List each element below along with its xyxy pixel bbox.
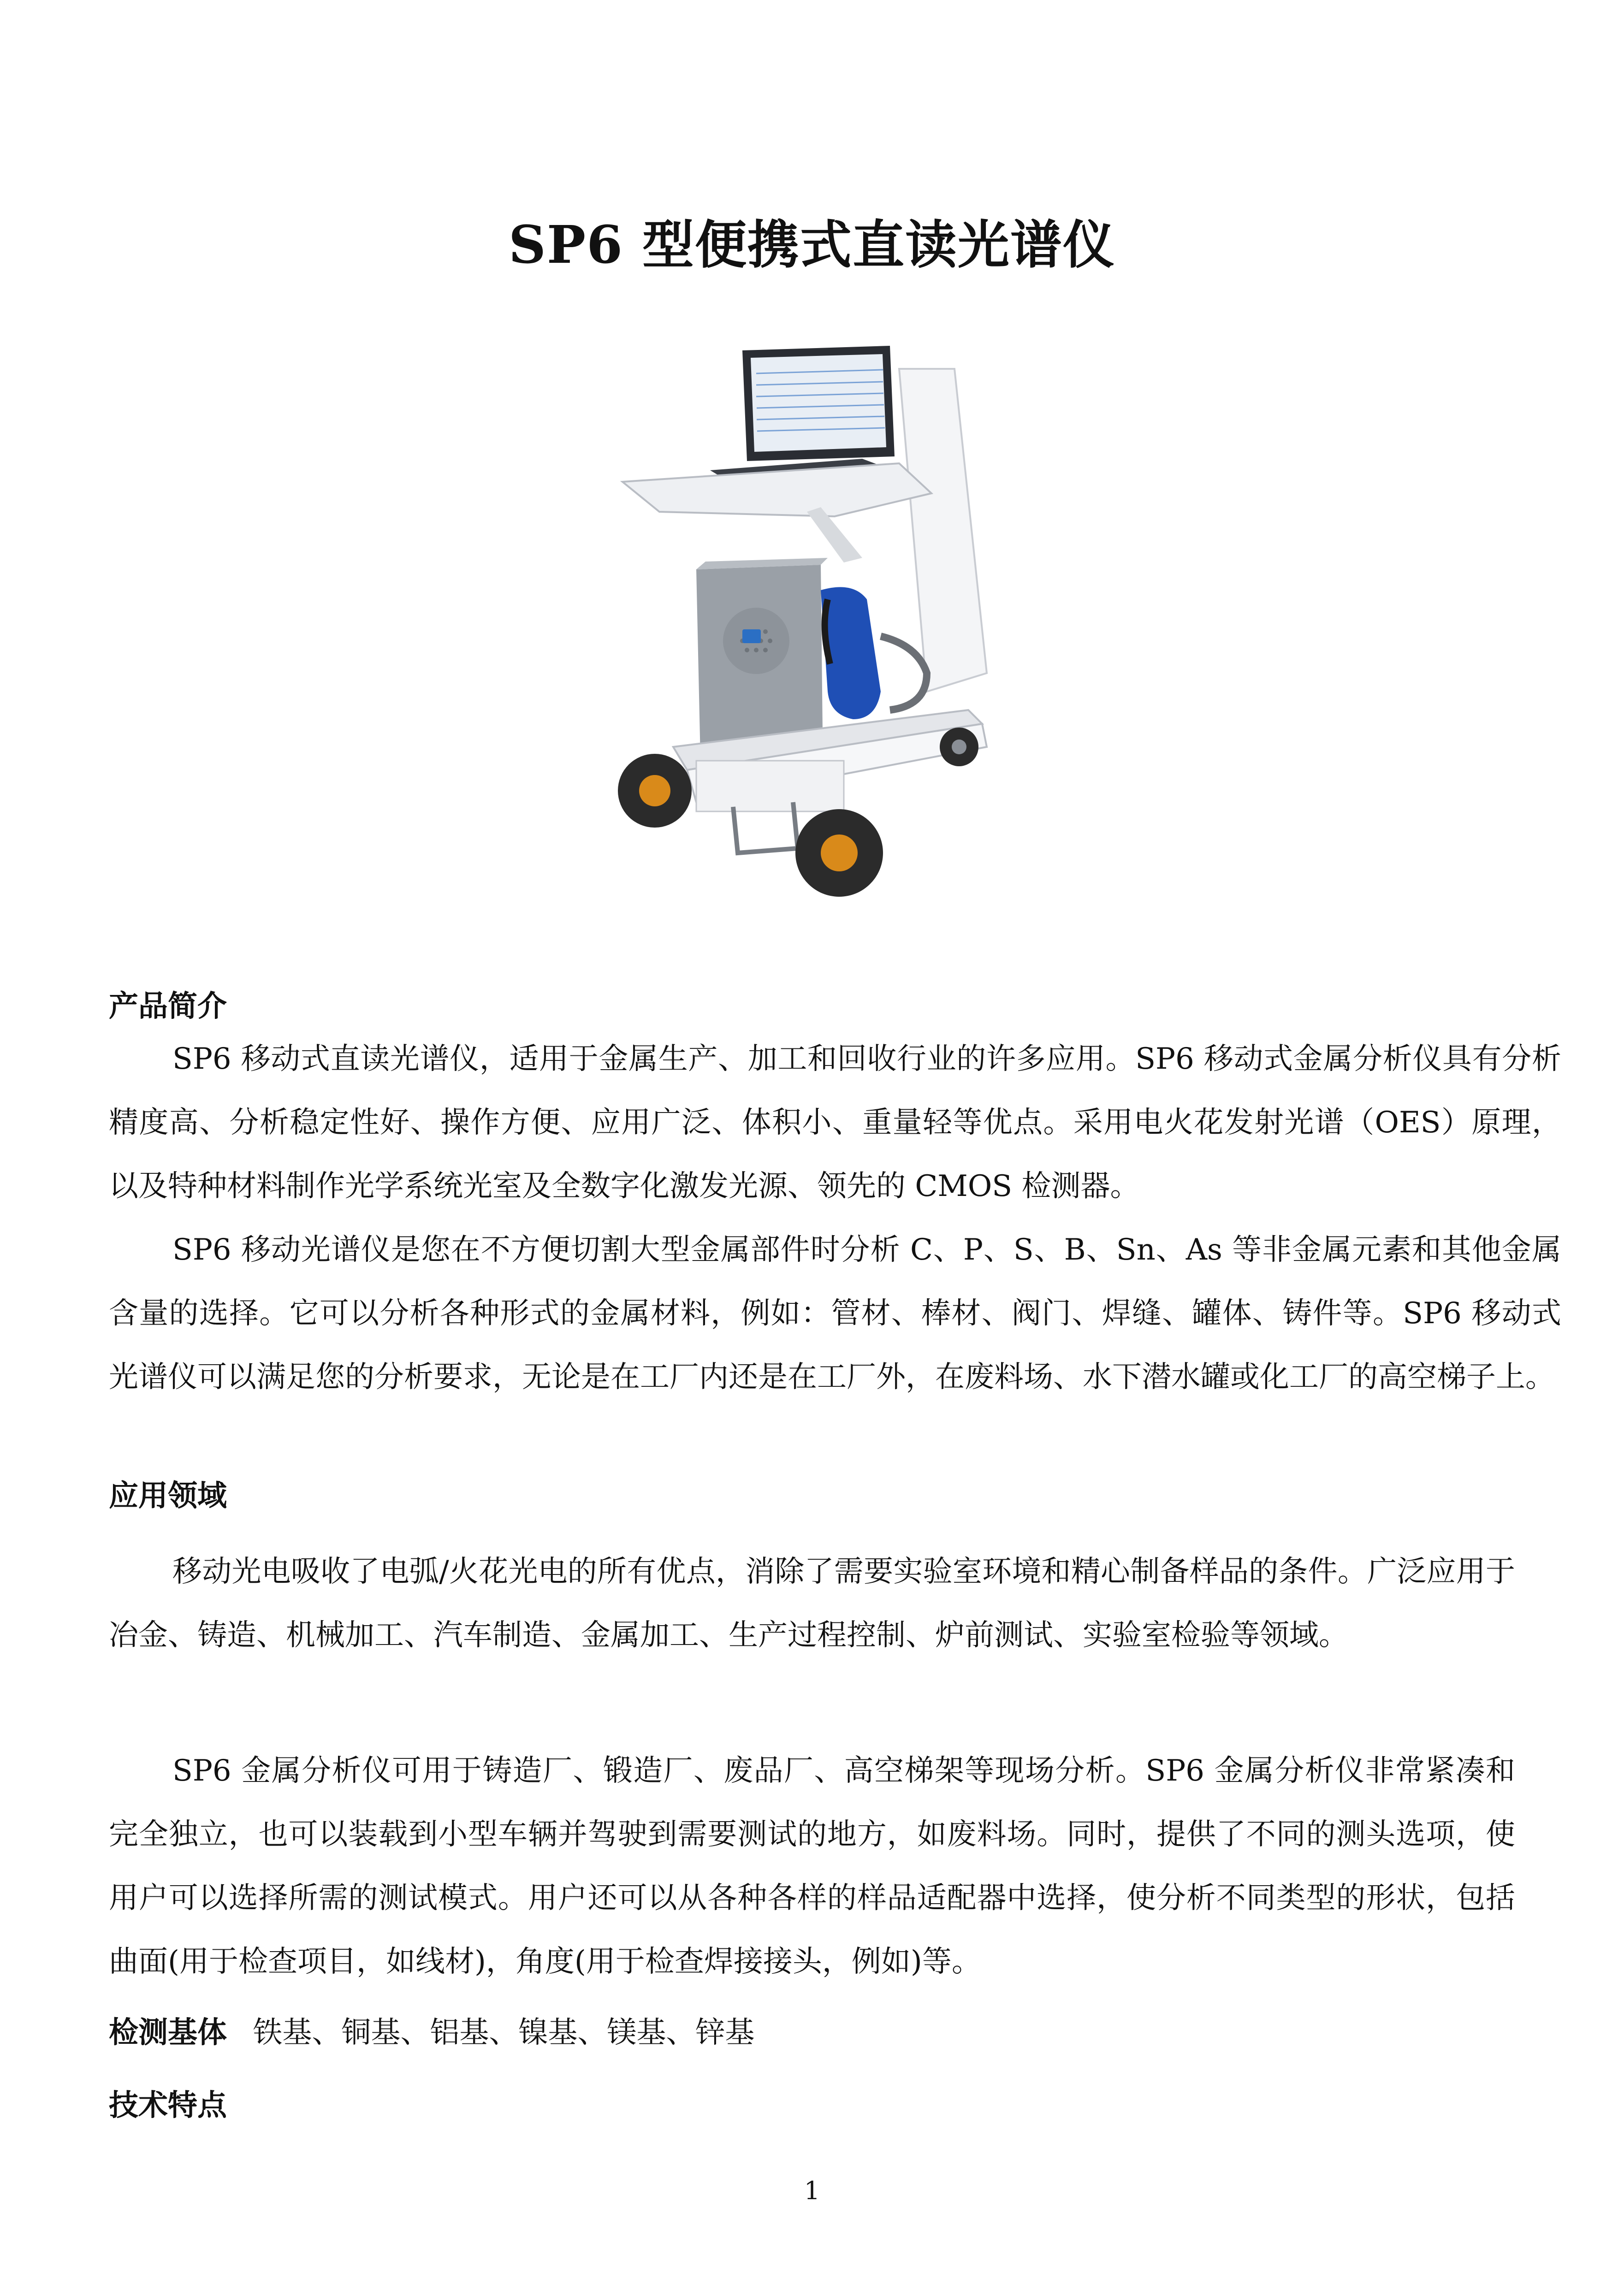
substrate-line xyxy=(109,2001,1561,2065)
page-title: SP6 型便携式直读光谱仪 xyxy=(508,215,1116,275)
intro-heading: 产品简介 xyxy=(109,989,227,1024)
application-paragraph-2: SP6 金属分析仪可用于铸造厂、锻造厂、废品厂、高空梯架等现场分析。SP6 金属分析仪非常紧凑和完全独立，也可以装载到小型车辆并驾驶到需要测试的地方，如废料场。同时，提供了不同的测头选项，使用户可以选择所需的测试模式。用户还可以从各种各样的样品适配器中选择，使分析不同类型的形状，包括曲面(用于检查项目，如线材)，角度(用于检查焊接接头，例如)等。 xyxy=(109,1754,1515,1979)
application-paragraph-1: 移动光电吸收了电弧/火花光电的所有优点，消除了需要实验室环境和精心制备样品的条件。广泛应用于冶金、铸造、机械加工、汽车制造、金属加工、生产过程控制、炉前测试、实验室检验等领域。 xyxy=(109,1555,1515,1652)
intro-paragraph-2: SP6 移动光谱仪是您在不方便切割大型金属部件时分析 C、P、S、B、Sn、As 等非金属元素和其他金属含量的选择。它可以分析各种形式的金属材料，例如：管材、棒材、阀门、焊缝、罐体、铸件等。SP6 移动式光谱仪可以满足您的分析要求，无论是在工厂内还是在工厂外，在废料场、水下潜水罐或化工厂的高空梯子上。 xyxy=(109,1233,1561,1394)
substrate-value: 铁基、铜基、铝基、镍基、镁基、锌基 xyxy=(253,2016,755,2050)
probe xyxy=(821,587,927,719)
substrate-label: 检测基体 xyxy=(109,2016,227,2050)
application-heading: 应用领域 xyxy=(109,1479,227,1513)
spectrometer-cart-illustration xyxy=(604,341,1028,917)
intro-paragraph-1: SP6 移动式直读光谱仪，适用于金属生产、加工和回收行业的许多应用。SP6 移动式金属分析仪具有分析精度高、分析稳定性好、操作方便、应用广泛、体积小、重量轻等优点。采用电火花发射光谱（OES）原理，以及特种材料制作光学系统光室及全数字化激发光源、领先的 CMOS 检测器。 xyxy=(109,1042,1561,1203)
product-photo xyxy=(604,341,1028,917)
features-heading: 技术特点 xyxy=(109,2089,227,2123)
page-number: 1 xyxy=(804,2176,820,2205)
